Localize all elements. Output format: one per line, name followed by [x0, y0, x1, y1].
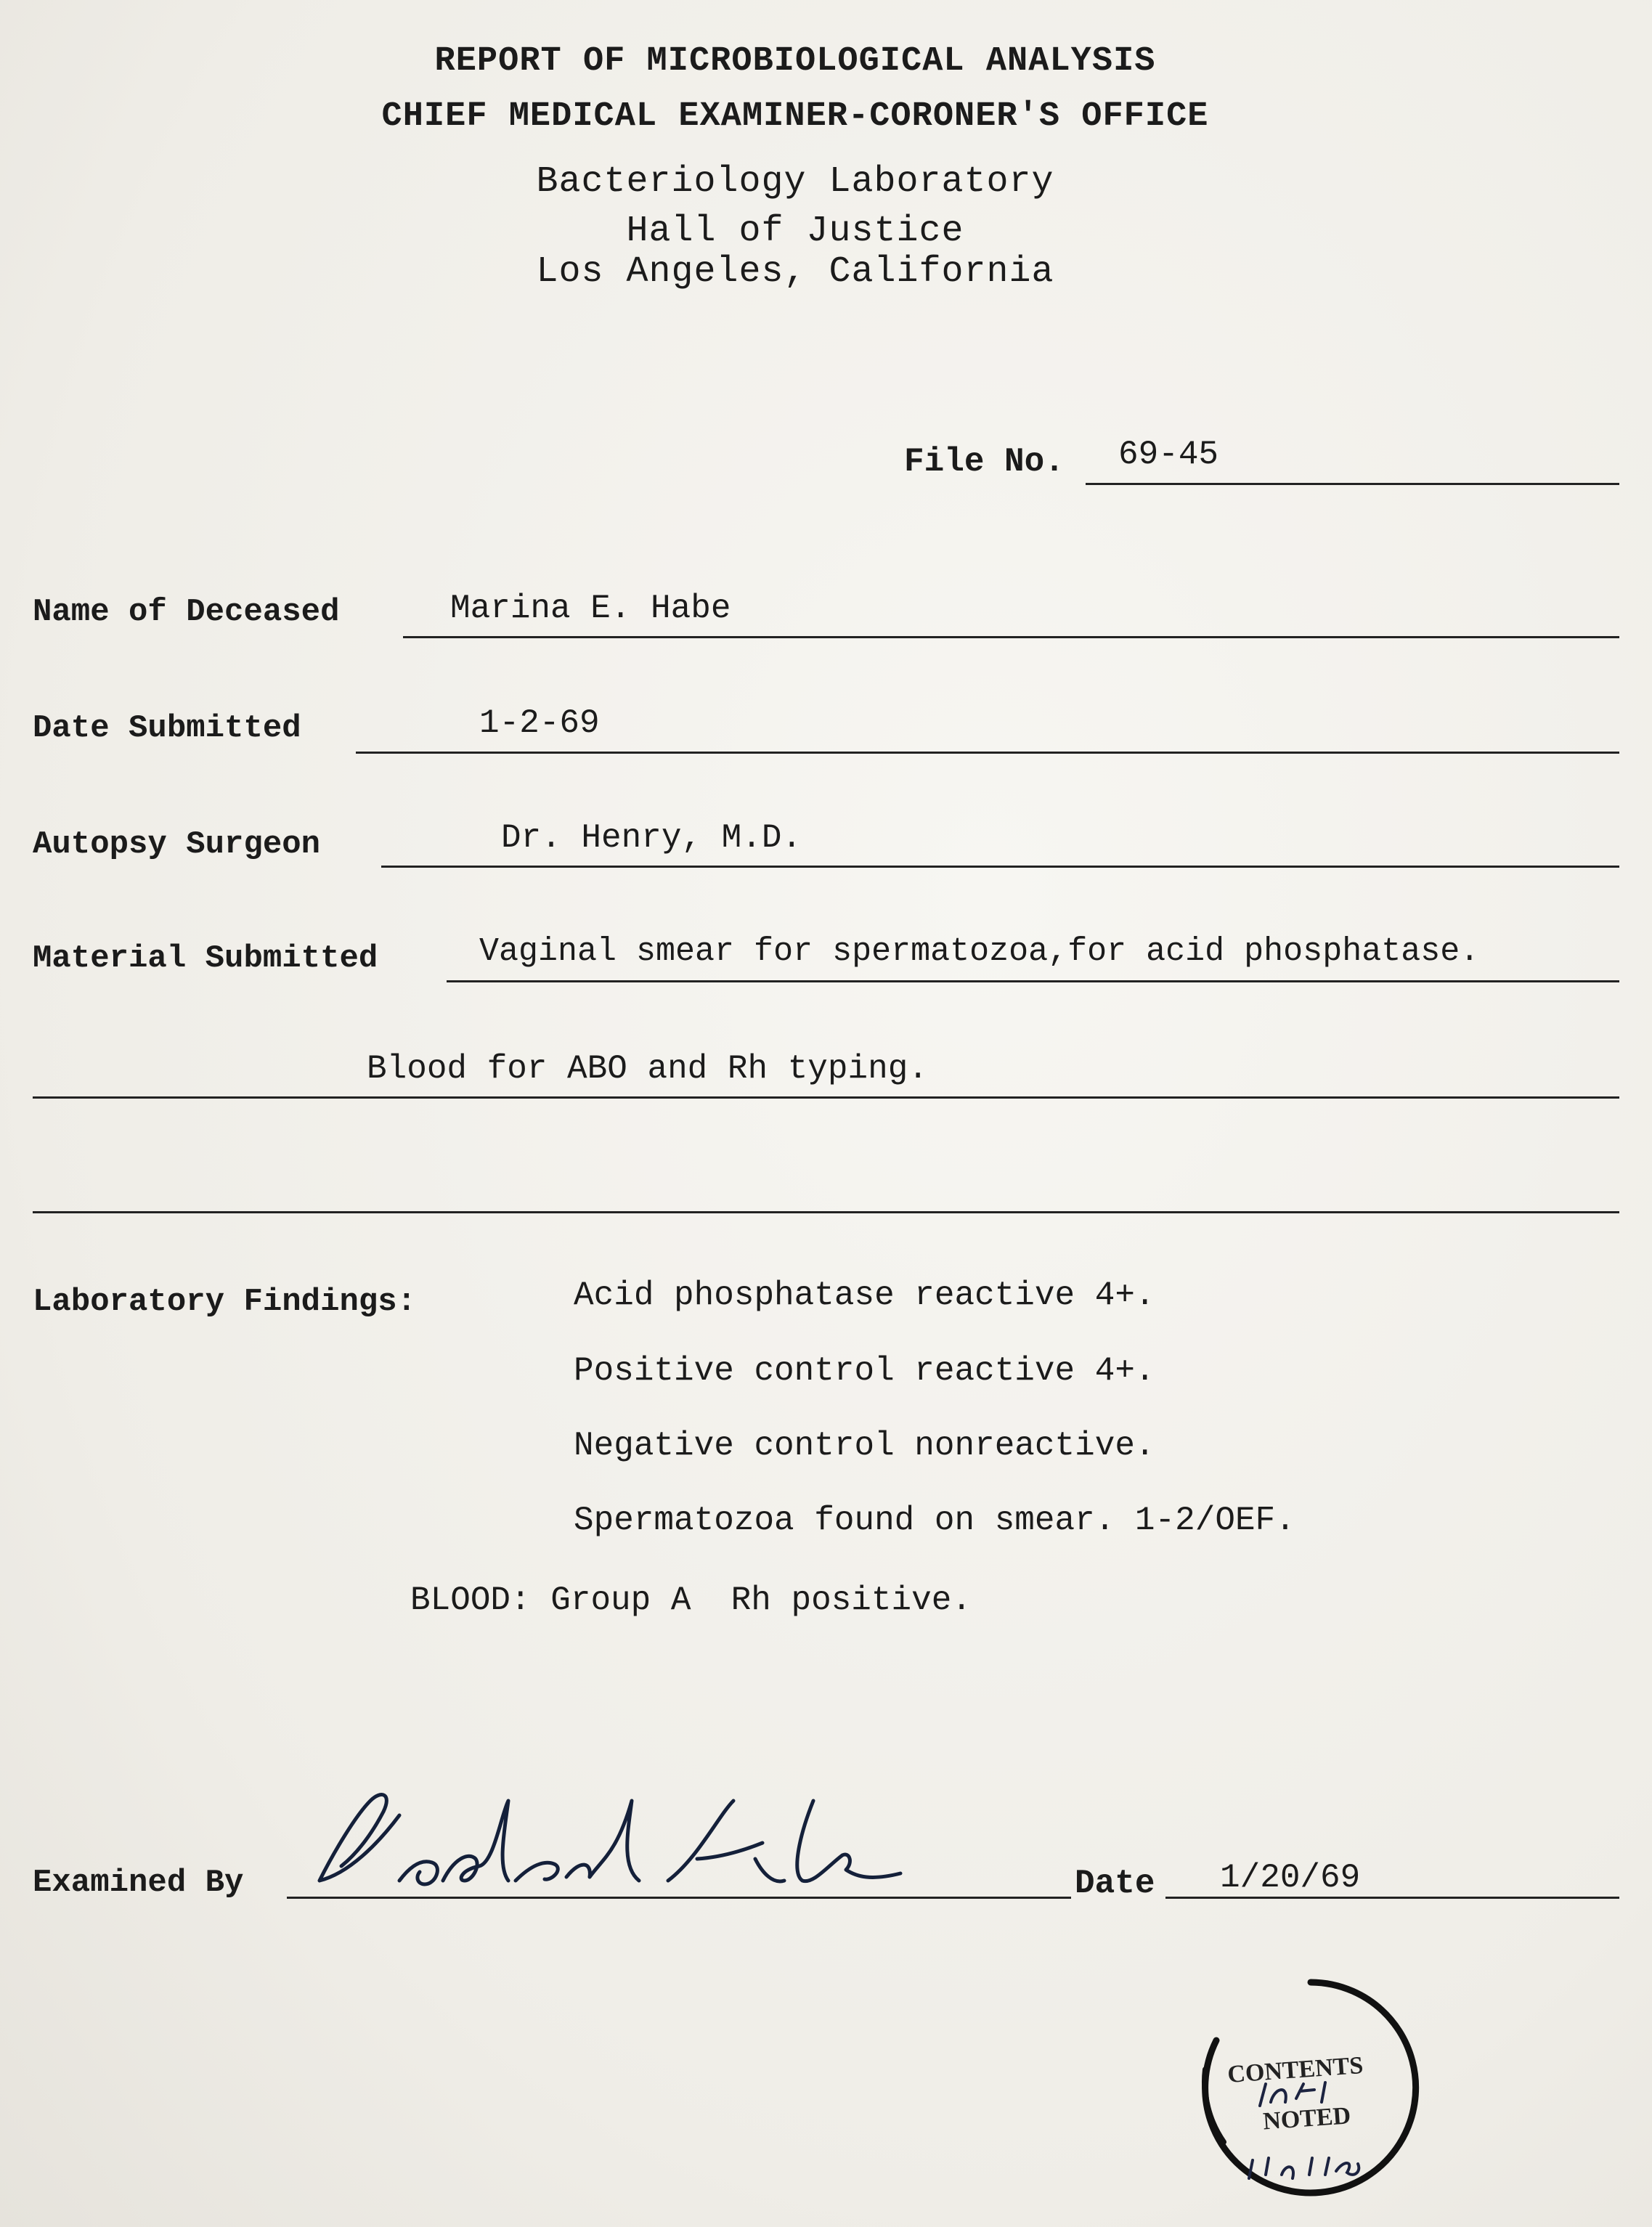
blood-result: BLOOD: Group A Rh positive.: [410, 1581, 972, 1619]
finding-line-1: Acid phosphatase reactive 4+.: [574, 1277, 1155, 1314]
date-label: Date: [1075, 1865, 1155, 1902]
stamp-contents-text: CONTENTS: [1226, 2051, 1364, 2088]
name-of-deceased-value: Marina E. Habe: [450, 590, 731, 627]
laboratory-name: Bacteriology Laboratory: [536, 161, 1054, 203]
building-name: Hall of Justice: [626, 211, 964, 252]
file-no-value: 69-45: [1118, 436, 1219, 473]
deceased-underline: [403, 636, 1619, 638]
file-no-label: File No.: [904, 443, 1065, 481]
material-underline-3: [33, 1211, 1619, 1213]
finding-line-2: Positive control reactive 4+.: [574, 1352, 1155, 1390]
date-submitted-label: Date Submitted: [33, 710, 301, 746]
autopsy-surgeon-label: Autopsy Surgeon: [33, 826, 321, 863]
date-value: 1/20/69: [1220, 1859, 1361, 1897]
material-underline-2: [33, 1096, 1619, 1099]
finding-line-4: Spermatozoa found on smear. 1-2/OEF.: [574, 1502, 1295, 1539]
examiner-signature: [290, 1772, 915, 1921]
stamp-noted-text: NOTED: [1262, 2102, 1352, 2136]
location: Los Angeles, California: [536, 251, 1054, 293]
material-submitted-line1: Vaginal smear for spermatozoa,for acid phosphatase.: [479, 933, 1480, 970]
material-submitted-label: Material Submitted: [33, 940, 378, 977]
report-title: REPORT OF MICROBIOLOGICAL ANALYSIS: [434, 42, 1156, 81]
name-of-deceased-label: Name of Deceased: [33, 594, 340, 630]
date-underline: [1165, 1897, 1619, 1899]
examined-by-label: Examined By: [33, 1865, 244, 1901]
date-submitted-underline: [356, 752, 1619, 754]
autopsy-surgeon-value: Dr. Henry, M.D.: [501, 819, 802, 857]
material-submitted-line2: Blood for ABO and Rh typing.: [367, 1050, 928, 1088]
finding-line-3: Negative control nonreactive.: [574, 1427, 1155, 1465]
file-no-underline: [1086, 483, 1619, 485]
office-name: CHIEF MEDICAL EXAMINER-CORONER'S OFFICE: [381, 97, 1209, 136]
surgeon-underline: [381, 866, 1619, 868]
contents-noted-stamp: [1180, 1968, 1441, 2211]
material-underline-1: [447, 980, 1619, 982]
laboratory-findings-label: Laboratory Findings:: [33, 1284, 417, 1320]
date-submitted-value: 1-2-69: [479, 704, 600, 742]
